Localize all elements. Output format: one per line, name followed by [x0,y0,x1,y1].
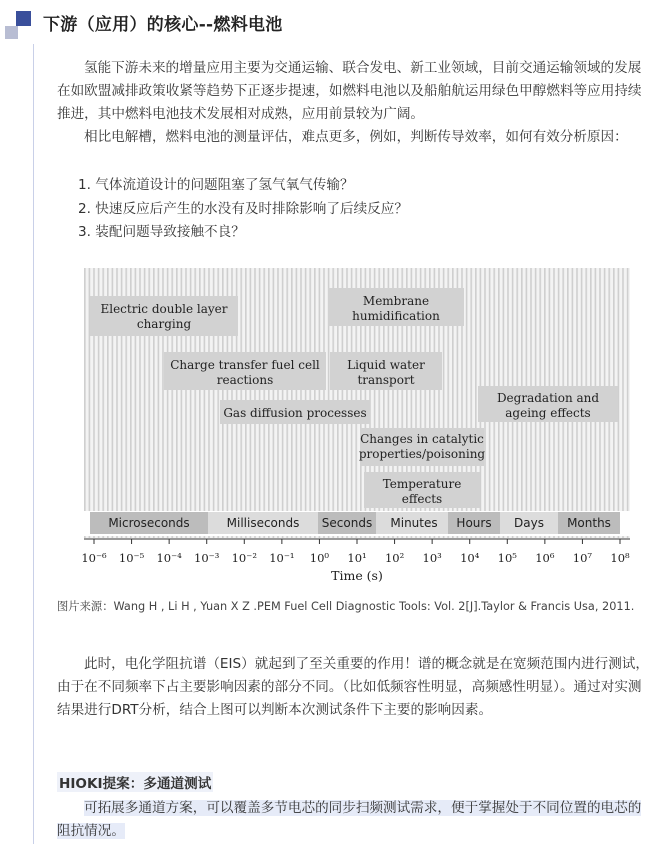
hioki-proposal-body [57,797,649,843]
time-scale-label: Hours [456,516,492,530]
heading-marker-shadow-icon [5,26,18,39]
process-label: Liquid water transport [347,358,425,387]
list-item: 3. 装配问题导致接触不良？ [78,224,245,240]
time-scale-label: Milliseconds [226,516,300,530]
process-label: Electric double layer charging [100,302,228,331]
time-scale-label: Months [567,516,611,530]
axis-tick-label: 10⁻¹ [269,551,295,565]
axis-tick-label: 10⁰ [309,551,330,565]
time-scale-band [84,511,630,536]
time-axis-label: Time (s) [331,568,383,583]
axis-tick-label: 10¹ [347,551,367,565]
section-title: 下游（应用）的核心--燃料电池 [43,15,283,35]
paragraph-difficulty: 相比电解槽，燃料电池的测量评估，难点更多，例如，判断传导效率，如何有效分析原因： [84,129,628,145]
hioki-proposal-text: 可拓展多通道方案，可以覆盖多节电芯的同步扫频测试需求，便于掌握处于不同位置的电芯的阻抗情况。 [57,800,642,839]
process-label: Changes in catalytic properties/poisoning [358,432,486,461]
time-scale-label: Seconds [321,516,373,530]
axis-tick-label: 10⁵ [497,551,517,565]
time-scale-label: Minutes [390,516,438,530]
left-rule [33,44,34,844]
axis-tick-label: 10⁻⁶ [81,551,107,565]
time-scale-figure [81,268,630,588]
time-scale-diagram [81,268,630,588]
time-axis-ticks [94,539,620,544]
time-axis-tick-labels [81,551,630,565]
process-label: Degradation and ageing effects [496,391,600,420]
process-label: Gas diffusion processes [223,406,367,420]
process-label: Membrane humidification [352,294,440,323]
axis-tick-label: 10⁻⁴ [156,551,182,565]
axis-tick-label: 10⁶ [535,551,555,565]
time-scale-label: Days [514,516,544,530]
axis-tick-label: 10⁻⁵ [118,551,145,565]
axis-tick-label: 10² [384,551,405,565]
list-item: 1. 气体流道设计的问题阻塞了氢气氧气传输？ [78,177,354,193]
paragraph-intro: 氢能下游未来的增量应用主要为交通运输、联合发电、新工业领域，目前交通运输领域的发展在如欧盟减排政策收紧等趋势下正逐步提速，如燃料电池以及船舶航运用绿色甲醇燃料等应用持续推进，其中燃料电池技术发展相对成熟，应用前景较为广阔。 [57,60,642,122]
axis-tick-label: 10³ [422,551,442,565]
process-label: Charge transfer fuel cell reactions [170,358,320,387]
process-label: Temperature effects [382,477,462,506]
cause-list [78,174,408,245]
axis-tick-label: 10⁴ [460,551,480,565]
figure-source: 图片来源：Wang H , Li H , Yuan X Z .PEM Fuel Cell Diagnostic Tools: Vol. 2[J].Taylor & Francis Usa, 2011. [57,600,635,613]
axis-tick-label: 10⁻² [231,551,257,565]
paragraph-eis: 此时，电化学阻抗谱（EIS）就起到了至关重要的作用！谱的概念就是在宽频范围内进行测试，由于在不同频率下占主要影响因素的部分不同。（比如低频容性明显，高频感性明显）。通过对实测结果进行DRT分析，结合上图可以判断本次测试条件下主要的影响因素。 [57,656,649,718]
hioki-proposal-title: HIOKI提案：多通道测试 [57,772,213,792]
heading-marker-icon [16,11,31,26]
axis-tick-label: 10⁷ [572,551,593,565]
axis-tick-label: 10⁸ [610,551,630,565]
time-scale-label: Microseconds [108,516,190,530]
list-item: 2. 快速反应后产生的水没有及时排除影响了后续反应？ [78,200,408,217]
section-heading [0,0,662,46]
axis-tick-label: 10⁻³ [194,551,220,565]
